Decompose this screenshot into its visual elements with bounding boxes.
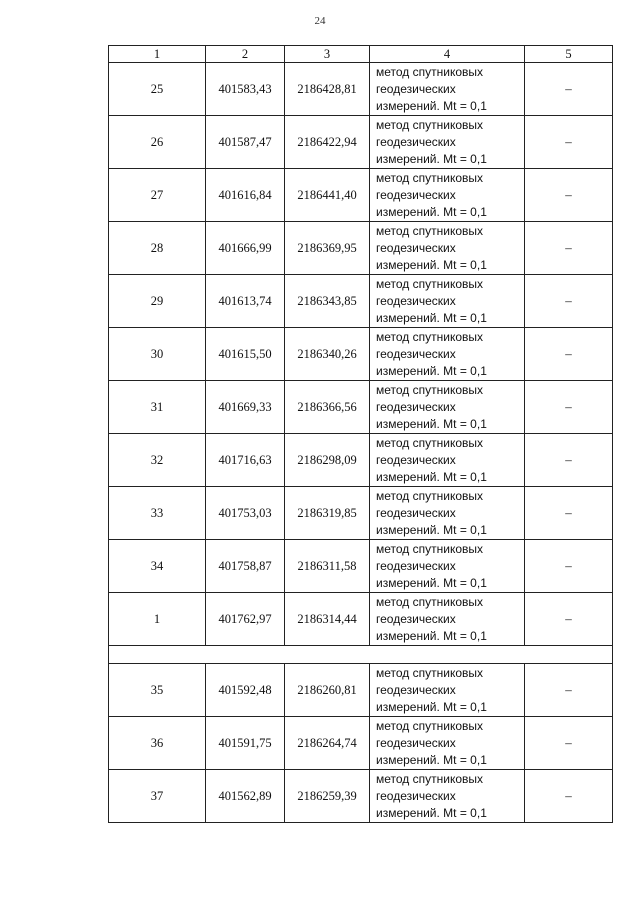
coordinates-table [108,45,613,823]
method-line: геодезических [376,558,456,573]
method-line: метод спутниковых [376,382,484,397]
method-cell [370,434,525,487]
coordinate-x-cell: 401562,89 [206,770,285,823]
method-line: измерений. Mt = 0,1 [376,752,487,767]
method-line: метод спутниковых [376,665,484,680]
method-line: геодезических [376,240,456,255]
coordinates-table-container [108,45,612,823]
note-cell: – [525,717,613,770]
coordinate-x-cell: 401666,99 [206,222,285,275]
header-cell-1: 1 [109,46,206,63]
header-row [109,46,613,63]
method-line: метод спутниковых [376,64,484,79]
method-line: метод спутниковых [376,329,484,344]
note-cell: – [525,487,613,540]
note-cell: – [525,770,613,823]
note-cell: – [525,593,613,646]
method-line: измерений. Mt = 0,1 [376,699,487,714]
coordinate-y-cell: 2186428,81 [285,63,370,116]
coordinate-x-cell: 401587,47 [206,116,285,169]
method-line: измерений. Mt = 0,1 [376,151,487,166]
point-number-cell: 34 [109,540,206,593]
method-line: измерений. Mt = 0,1 [376,469,487,484]
table-row [109,222,613,275]
method-line: геодезических [376,735,456,750]
method-cell [370,222,525,275]
coordinate-y-cell: 2186366,56 [285,381,370,434]
table-row [109,717,613,770]
method-line: метод спутниковых [376,276,484,291]
coordinate-x-cell: 401716,63 [206,434,285,487]
method-line: геодезических [376,293,456,308]
group-separator-cell [109,646,613,664]
method-line: геодезических [376,187,456,202]
header-cell-3: 3 [285,46,370,63]
coordinate-y-cell: 2186298,09 [285,434,370,487]
method-line: метод спутниковых [376,223,484,238]
method-line: геодезических [376,346,456,361]
method-line: геодезических [376,134,456,149]
method-cell [370,275,525,328]
method-cell [370,328,525,381]
header-cell-5: 5 [525,46,613,63]
method-cell [370,540,525,593]
table-row [109,540,613,593]
coordinate-y-cell: 2186260,81 [285,664,370,717]
point-number-cell: 36 [109,717,206,770]
method-line: измерений. Mt = 0,1 [376,628,487,643]
point-number-cell: 28 [109,222,206,275]
note-cell: – [525,381,613,434]
point-number-cell: 25 [109,63,206,116]
point-number-cell: 1 [109,593,206,646]
coordinate-y-cell: 2186441,40 [285,169,370,222]
method-line: измерений. Mt = 0,1 [376,416,487,431]
method-line: измерений. Mt = 0,1 [376,575,487,590]
method-cell [370,63,525,116]
table-row [109,275,613,328]
note-cell: – [525,63,613,116]
coordinate-y-cell: 2186259,39 [285,770,370,823]
coordinate-x-cell: 401592,48 [206,664,285,717]
method-line: геодезических [376,611,456,626]
method-cell [370,717,525,770]
method-line: измерений. Mt = 0,1 [376,805,487,820]
method-line: геодезических [376,399,456,414]
coordinate-y-cell: 2186264,74 [285,717,370,770]
method-line: измерений. Mt = 0,1 [376,363,487,378]
table-body [109,63,613,823]
table-row [109,434,613,487]
point-number-cell: 33 [109,487,206,540]
coordinate-y-cell: 2186319,85 [285,487,370,540]
table-row [109,770,613,823]
coordinate-x-cell: 401583,43 [206,63,285,116]
coordinate-y-cell: 2186369,95 [285,222,370,275]
method-line: геодезических [376,452,456,467]
note-cell: – [525,222,613,275]
header-cell-2: 2 [206,46,285,63]
method-line: измерений. Mt = 0,1 [376,257,487,272]
table-row [109,487,613,540]
note-cell: – [525,275,613,328]
table-row [109,593,613,646]
method-line: измерений. Mt = 0,1 [376,310,487,325]
method-cell [370,770,525,823]
method-line: измерений. Mt = 0,1 [376,522,487,537]
point-number-cell: 32 [109,434,206,487]
note-cell: – [525,169,613,222]
table-row [109,664,613,717]
point-number-cell: 37 [109,770,206,823]
point-number-cell: 30 [109,328,206,381]
coordinate-x-cell: 401758,87 [206,540,285,593]
coordinate-x-cell: 401615,50 [206,328,285,381]
method-line: геодезических [376,505,456,520]
method-line: геодезических [376,788,456,803]
method-line: метод спутниковых [376,117,484,132]
point-number-cell: 29 [109,275,206,328]
table-row [109,63,613,116]
page-number: 24 [314,15,326,27]
method-cell [370,487,525,540]
note-cell: – [525,328,613,381]
point-number-cell: 26 [109,116,206,169]
method-cell [370,664,525,717]
note-cell: – [525,540,613,593]
method-cell [370,116,525,169]
coordinate-y-cell: 2186311,58 [285,540,370,593]
method-line: измерений. Mt = 0,1 [376,204,487,219]
coordinate-x-cell: 401616,84 [206,169,285,222]
group-separator-row [109,646,613,664]
header-cell-4: 4 [370,46,525,63]
coordinate-y-cell: 2186422,94 [285,116,370,169]
table-header [109,46,613,63]
note-cell: – [525,116,613,169]
method-line: метод спутниковых [376,488,484,503]
table-row [109,328,613,381]
coordinate-y-cell: 2186343,85 [285,275,370,328]
point-number-cell: 31 [109,381,206,434]
coordinate-x-cell: 401762,97 [206,593,285,646]
note-cell: – [525,664,613,717]
coordinate-x-cell: 401591,75 [206,717,285,770]
method-line: метод спутниковых [376,541,484,556]
coordinate-x-cell: 401669,33 [206,381,285,434]
coordinate-x-cell: 401613,74 [206,275,285,328]
note-cell: – [525,434,613,487]
coordinate-y-cell: 2186314,44 [285,593,370,646]
method-line: геодезических [376,81,456,96]
method-cell [370,593,525,646]
method-line: метод спутниковых [376,771,484,786]
method-cell [370,381,525,434]
table-row [109,381,613,434]
point-number-cell: 35 [109,664,206,717]
method-line: измерений. Mt = 0,1 [376,98,487,113]
method-line: геодезических [376,682,456,697]
coordinate-x-cell: 401753,03 [206,487,285,540]
method-line: метод спутниковых [376,718,484,733]
method-line: метод спутниковых [376,170,484,185]
method-cell [370,169,525,222]
method-line: метод спутниковых [376,435,484,450]
table-row [109,169,613,222]
point-number-cell: 27 [109,169,206,222]
coordinate-y-cell: 2186340,26 [285,328,370,381]
method-line: метод спутниковых [376,594,484,609]
table-row [109,116,613,169]
